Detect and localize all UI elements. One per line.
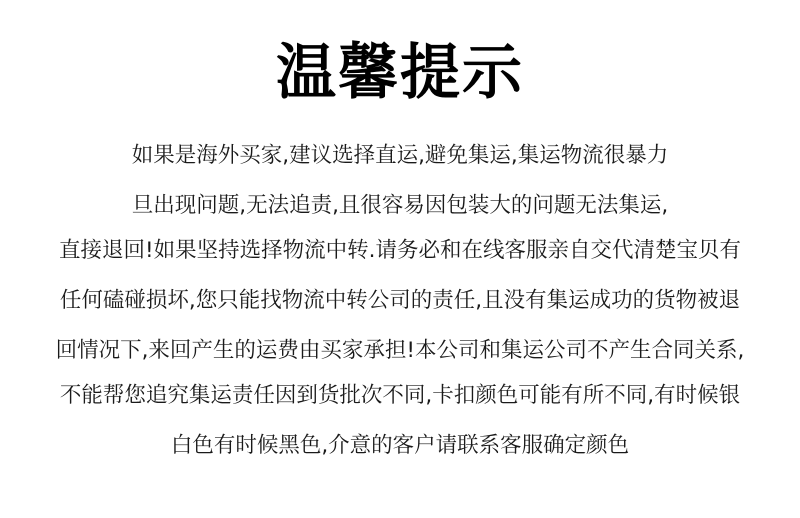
notice-title: 温馨提示 — [276, 38, 524, 108]
notice-line: 如果是海外买家,建议选择直运,避免集运,集运物流很暴力 — [131, 143, 669, 168]
notice-line: 任何磕碰损坏,您只能找物流中转公司的责任,且没有集运成功的货物被退 — [59, 288, 741, 313]
notice-line: 白色有时候黑色,介意的客户请联系客服确定颜色 — [170, 433, 630, 458]
notice-line: 不能帮您追究集运责任因到货批次不同,卡扣颜色可能有所不同,有时候银 — [59, 383, 741, 408]
notice-line: 回情况下,来回产生的运费由买家承担!本公司和集运公司不产生合同关系, — [55, 338, 745, 363]
notice-line: 直接退回!如果坚持选择物流中转.请务必和在线客服亲自交代清楚宝贝有 — [59, 238, 741, 263]
notice-line: 旦出现问题,无法追责,且很容易因包装大的问题无法集运, — [131, 193, 669, 218]
